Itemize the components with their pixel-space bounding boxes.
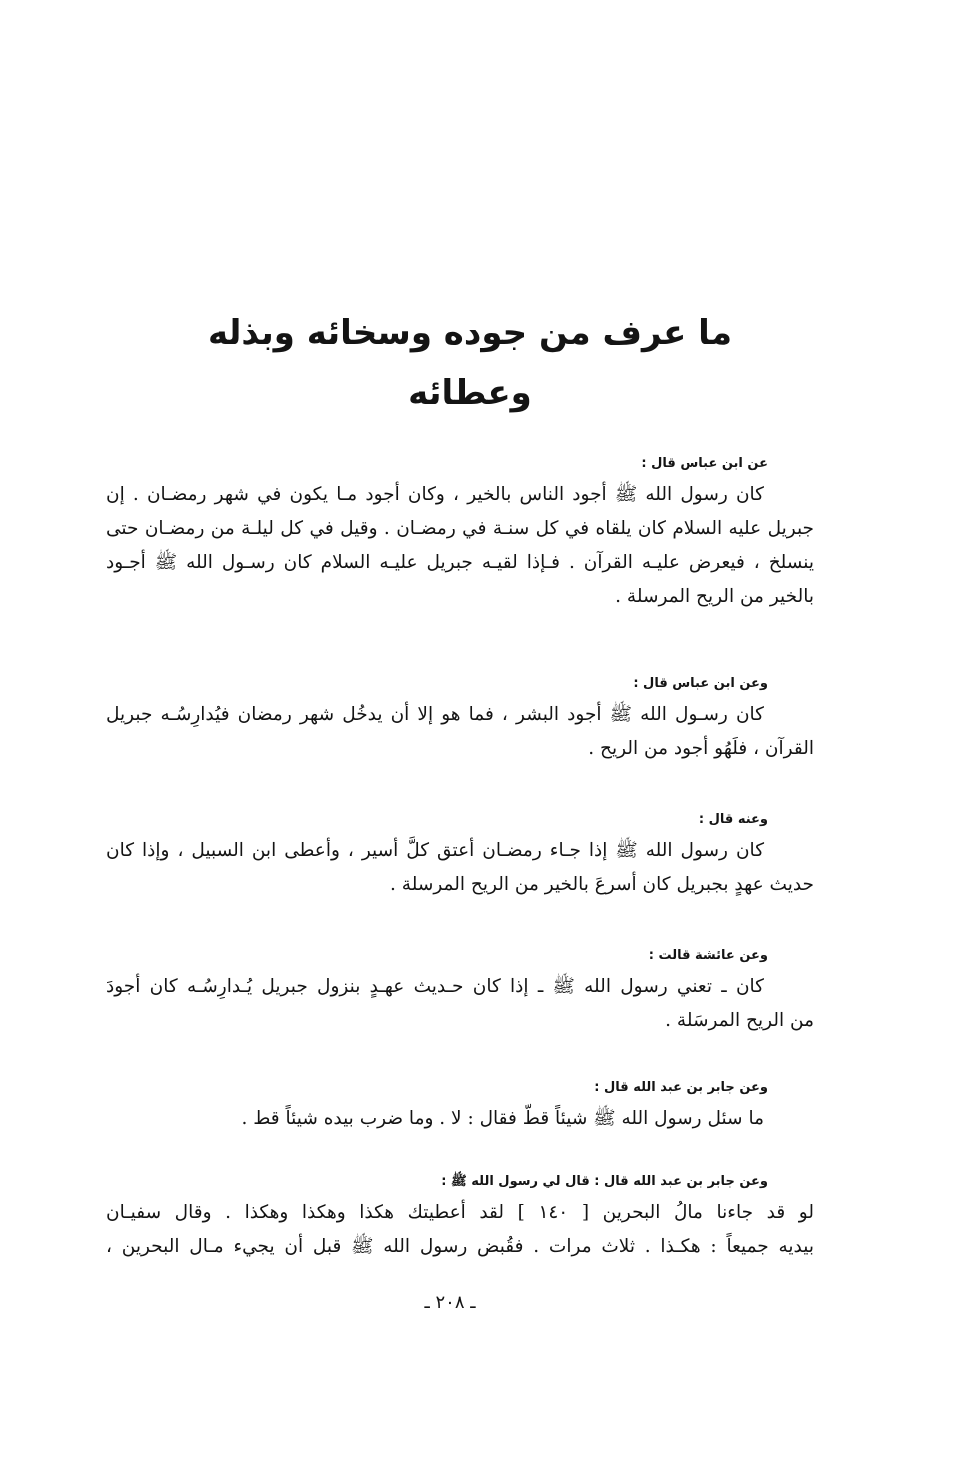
hadith-text xyxy=(106,698,814,766)
text-line: من الريح المرسَلة . xyxy=(665,1010,814,1031)
hadith-text xyxy=(106,1196,814,1264)
hadith-section-4 xyxy=(106,944,814,1038)
hadith-text xyxy=(106,970,814,1038)
text-line: حديث عهدٍ بجبريل كان أسرعَ بالخير من الريح المرسلة . xyxy=(390,874,814,895)
text-line: كان رسـول الله ﷺ أجود البشر ، فما هو إلا أن يدخُل شهر رمضان فيُدارِسُـه جبريل xyxy=(106,704,764,725)
narrator-heading: وعن جابر بن عبد الله قال : قال لي رسول الله ﷺ : xyxy=(441,1174,768,1189)
text-line: جبريل عليه السلام كان يلقاه في كل سنـة في رمضـان . وقيل في كل ليلـة من رمضـان حتى xyxy=(106,518,814,539)
hadith-section-1 xyxy=(106,452,814,614)
narrator-heading: وعن ابن عباس قال : xyxy=(633,676,768,691)
hadith-section-2 xyxy=(106,672,814,766)
text-line: بيديه جميعاً : هكـذا . ثلاث مرات . فقُبض رسول الله ﷺ قبل أن يجيء مـال البحرين ، xyxy=(106,1236,814,1257)
narrator-heading: وعن عائشة قالت : xyxy=(648,948,768,963)
text-line: كان رسول الله ﷺ إذا جـاء رمضـان أعتق كلَّ أسير ، وأعطى ابن السبيل ، وإذا كان xyxy=(106,840,764,861)
hadith-text xyxy=(106,1102,814,1136)
narrator-heading: وعن جابر بن عبد الله قال : xyxy=(594,1080,768,1095)
hadith-text xyxy=(106,478,814,614)
chapter-title: ما عرف من جوده وسخائه وبذله وعطائه xyxy=(207,313,732,413)
narrator-heading: وعنه قال : xyxy=(698,812,768,827)
text-line: ينسلخ ، فيعرض عليـه القرآن . فـإذا لقيـه جبريل عليـه السلام كان رسـول الله ﷺ أجـود xyxy=(106,552,814,573)
page-number: ـ ٢٠٨ ـ xyxy=(424,1292,476,1313)
text-line: لو قد جاءنا مالُ البحرين [ ١٤٠ ] لقد أعطيتك هكذا وهكذا وهكذا . وقال سفيـان xyxy=(106,1202,814,1223)
text-line: القرآن ، فلَهُو أجود من الريح . xyxy=(588,738,814,759)
hadith-section-3 xyxy=(106,808,814,902)
text-line: كان ـ تعني رسول الله ﷺ ـ إذا كان حـديث عهـدٍ بنزول جبريل يُـدارِسُـه كان أجودَ xyxy=(106,976,764,997)
hadith-section-6 xyxy=(106,1170,814,1264)
hadith-text xyxy=(106,834,814,902)
hadith-section-5 xyxy=(106,1076,814,1136)
text-line: كان رسول الله ﷺ أجود الناس بالخير ، وكان أجود مـا يكون في شهر رمضـان . إن xyxy=(106,484,764,505)
narrator-heading: عن ابن عباس قال : xyxy=(641,456,768,471)
text-line: بالخير من الريح المرسلة . xyxy=(615,586,814,607)
text-line: ما سئل رسول الله ﷺ شيئاً قطّ فقال : لا . وما ضرب بيده شيئاً قط . xyxy=(241,1108,764,1129)
